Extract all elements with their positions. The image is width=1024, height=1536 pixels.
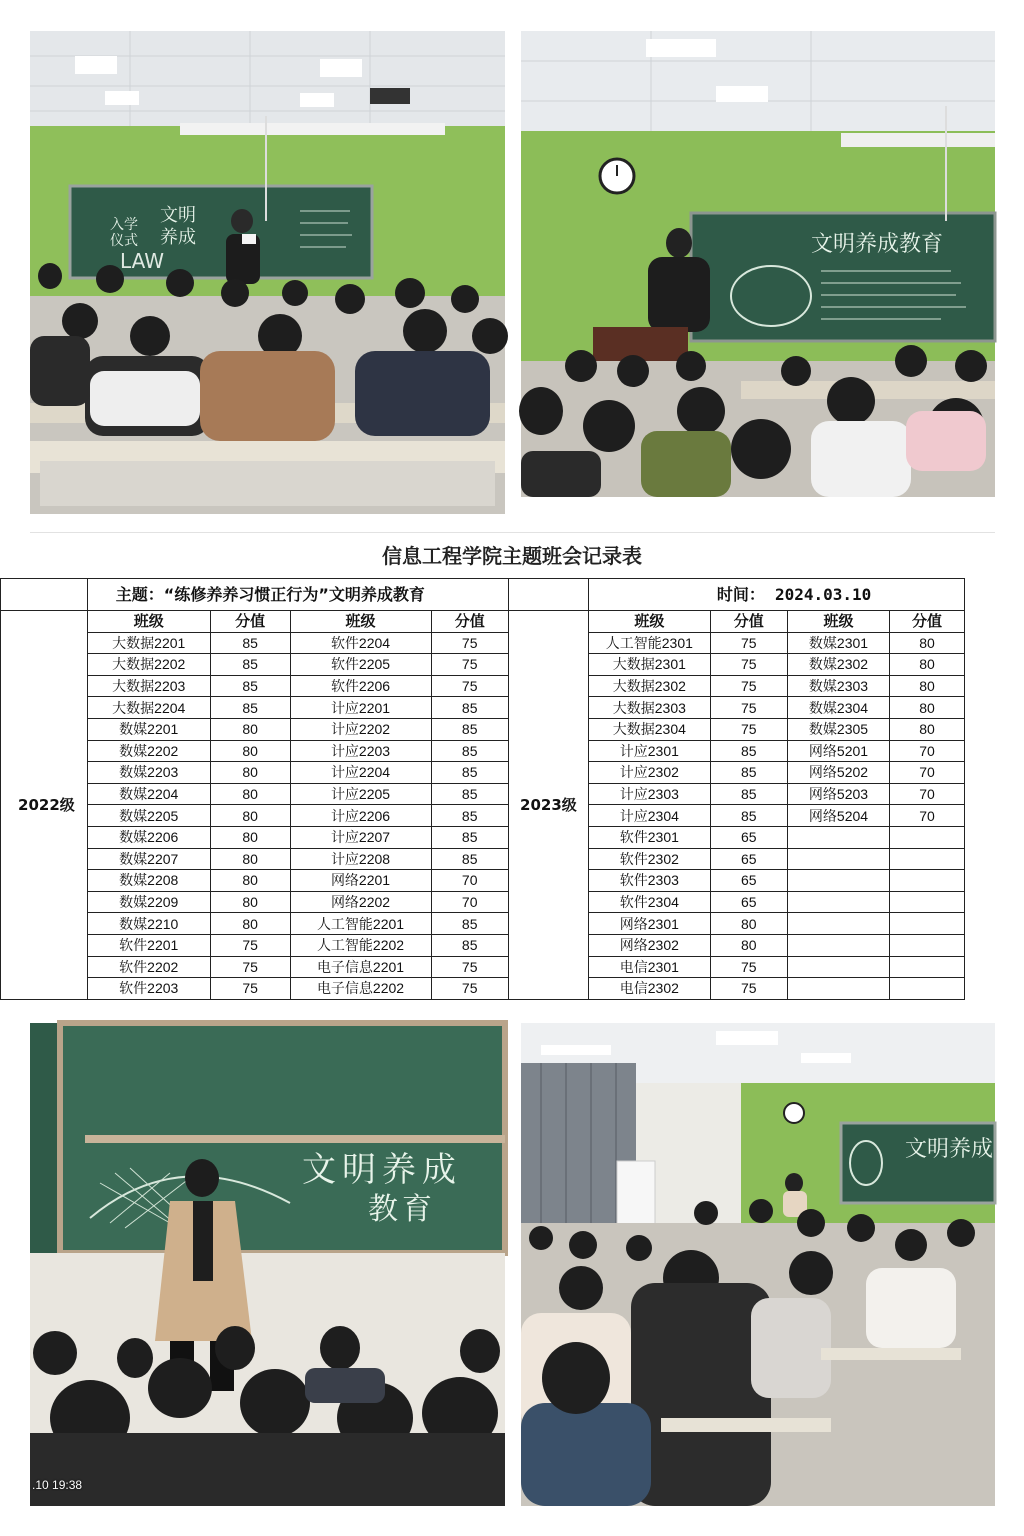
class-name-2022: 数媒2202 [87,740,210,762]
score-2023: 75 [710,675,787,697]
score-2022: 80 [210,718,290,740]
class-name-2022: 大数据2202 [87,654,210,676]
score-2023: 85 [710,805,787,827]
class-name-2022: 计应2204 [290,762,431,784]
column-header: 班级 [787,611,889,633]
svg-text:文明养成教育: 文明养成教育 [811,232,944,257]
table-row [1,783,965,805]
score-2022: 80 [210,740,290,762]
class-name-2022: 软件2204 [290,632,431,654]
score-2023: 75 [710,718,787,740]
table-row [1,913,965,935]
score-2023: 80 [890,718,965,740]
score-2022: 85 [431,697,508,719]
score-2022: 85 [431,826,508,848]
column-header: 分值 [210,611,290,633]
time-value: 2024.03.10 [774,584,872,604]
class-name-2023: 网络5204 [787,805,889,827]
class-name-2022: 数媒2210 [87,913,210,935]
table-row [1,740,965,762]
score-2023: 70 [890,783,965,805]
svg-text:养成: 养成 [160,227,196,248]
class-name-2023: 计应2303 [588,783,710,805]
score-2023: 80 [890,632,965,654]
class-name-2022: 软件2205 [290,654,431,676]
score-2023: 85 [710,783,787,805]
score-2023: 75 [710,632,787,654]
class-name-2023: 软件2302 [588,848,710,870]
score-2022: 75 [431,675,508,697]
class-name-2022: 计应2202 [290,718,431,740]
table-row [1,718,965,740]
score-2022: 75 [210,956,290,978]
score-2022: 75 [431,978,508,1000]
class-name-2022: 大数据2204 [87,697,210,719]
class-name-2023: 计应2304 [588,805,710,827]
class-name-2023: 网络5202 [787,762,889,784]
score-2022: 80 [210,870,290,892]
class-name-2023 [787,870,889,892]
svg-text:文明: 文明 [160,205,196,226]
classroom-photo-bottom-left [30,1023,505,1506]
score-2023 [890,826,965,848]
column-header: 班级 [588,611,710,633]
classroom-photo-top-left [30,31,505,514]
class-name-2022: 计应2208 [290,848,431,870]
score-2022: 80 [210,805,290,827]
class-name-2022: 数媒2203 [87,762,210,784]
score-2022: 85 [431,934,508,956]
class-name-2022: 数媒2209 [87,891,210,913]
score-2023: 85 [710,762,787,784]
class-name-2023 [787,913,889,935]
score-2023 [890,978,965,1000]
class-name-2023: 网络2302 [588,934,710,956]
class-name-2023: 电信2302 [588,978,710,1000]
column-header: 分值 [890,611,965,633]
class-name-2023: 大数据2301 [588,654,710,676]
score-2022: 80 [210,783,290,805]
score-2023: 75 [710,956,787,978]
score-2022: 80 [210,891,290,913]
class-name-2022: 数媒2201 [87,718,210,740]
table-row [1,870,965,892]
score-2023: 65 [710,848,787,870]
score-2022: 75 [431,632,508,654]
class-name-2022: 人工智能2201 [290,913,431,935]
class-name-2023 [787,956,889,978]
header-spacer-mid [508,579,588,611]
class-name-2023: 网络5203 [787,783,889,805]
record-table [0,578,965,1000]
class-name-2022: 软件2206 [290,675,431,697]
score-2023: 80 [890,675,965,697]
header-spacer-left [1,579,88,611]
score-2022: 85 [431,718,508,740]
class-name-2022: 数媒2204 [87,783,210,805]
class-name-2023: 数媒2305 [787,718,889,740]
score-2022: 70 [431,870,508,892]
column-header-row [1,611,965,633]
table-row [1,675,965,697]
class-name-2023 [787,848,889,870]
table-row [1,826,965,848]
score-2022: 85 [210,675,290,697]
score-2023: 75 [710,978,787,1000]
score-2022: 85 [431,848,508,870]
record-table-container [18,578,995,1005]
class-name-2023: 大数据2303 [588,697,710,719]
score-2022: 85 [431,762,508,784]
class-name-2023: 计应2301 [588,740,710,762]
class-name-2023: 网络2301 [588,913,710,935]
score-2023: 75 [710,654,787,676]
column-header: 分值 [431,611,508,633]
column-header: 分值 [710,611,787,633]
class-name-2023 [787,826,889,848]
class-name-2023 [787,934,889,956]
score-2022: 85 [210,632,290,654]
class-name-2022: 软件2202 [87,956,210,978]
document-divider [30,532,995,533]
score-2023: 70 [890,805,965,827]
table-row [1,956,965,978]
score-2022: 75 [431,654,508,676]
table-row [1,654,965,676]
table-row [1,805,965,827]
table-header-row [1,579,965,611]
grade-2022-cell: 2022级 [1,611,88,1000]
class-name-2022: 计应2206 [290,805,431,827]
score-2023: 80 [710,934,787,956]
class-name-2023: 网络5201 [787,740,889,762]
class-name-2022: 大数据2203 [87,675,210,697]
time-cell [588,579,964,611]
class-name-2022: 网络2202 [290,891,431,913]
column-header: 班级 [290,611,431,633]
class-name-2022: 数媒2208 [87,870,210,892]
score-2022: 70 [431,891,508,913]
class-name-2023: 软件2301 [588,826,710,848]
score-2022: 75 [210,978,290,1000]
score-2022: 75 [431,956,508,978]
score-2023: 70 [890,740,965,762]
score-2022: 85 [431,740,508,762]
class-name-2022: 计应2205 [290,783,431,805]
score-2023 [890,891,965,913]
class-name-2023: 软件2303 [588,870,710,892]
class-name-2022: 大数据2201 [87,632,210,654]
score-2022: 80 [210,762,290,784]
score-2023: 65 [710,891,787,913]
class-name-2023: 大数据2302 [588,675,710,697]
class-name-2022: 网络2201 [290,870,431,892]
class-name-2022: 计应2207 [290,826,431,848]
column-header: 班级 [87,611,210,633]
class-name-2022: 软件2201 [87,934,210,956]
score-2022: 85 [431,783,508,805]
score-2023: 80 [890,697,965,719]
classroom-photo-bottom-right [521,1023,995,1506]
table-row [1,762,965,784]
time-label: 时间： [716,584,765,604]
table-row [1,978,965,1000]
class-name-2023 [787,978,889,1000]
score-2023: 65 [710,826,787,848]
class-name-2023: 大数据2304 [588,718,710,740]
class-name-2022: 数媒2205 [87,805,210,827]
table-row [1,891,965,913]
svg-text:LAW: LAW [120,249,164,273]
class-name-2023: 数媒2302 [787,654,889,676]
class-name-2022: 计应2201 [290,697,431,719]
score-2022: 80 [210,848,290,870]
class-name-2022: 软件2203 [87,978,210,1000]
score-2022: 85 [431,805,508,827]
class-name-2022: 计应2203 [290,740,431,762]
class-name-2022: 电子信息2201 [290,956,431,978]
score-2022: 85 [210,654,290,676]
score-2023: 80 [710,913,787,935]
score-2023 [890,848,965,870]
table-row [1,697,965,719]
class-name-2022: 人工智能2202 [290,934,431,956]
score-2023: 65 [710,870,787,892]
class-name-2023: 计应2302 [588,762,710,784]
class-name-2022: 数媒2207 [87,848,210,870]
class-name-2023 [787,891,889,913]
class-name-2023: 数媒2301 [787,632,889,654]
photo-timestamp: .10 19:38 [32,1478,83,1492]
class-name-2023: 数媒2303 [787,675,889,697]
score-2023 [890,956,965,978]
score-2022: 75 [210,934,290,956]
score-2023 [890,934,965,956]
score-2023: 75 [710,697,787,719]
class-name-2023: 数媒2304 [787,697,889,719]
score-2023 [890,913,965,935]
class-name-2023: 人工智能2301 [588,632,710,654]
document-title: 信息工程学院主题班会记录表 [382,544,642,568]
score-2022: 80 [210,826,290,848]
table-row [1,848,965,870]
score-2023: 70 [890,762,965,784]
class-name-2023: 电信2301 [588,956,710,978]
svg-text:文明养成: 文明养成 [302,1150,462,1190]
score-2023: 80 [890,654,965,676]
svg-text:文明养成: 文明养成 [905,1137,994,1162]
class-name-2022: 数媒2206 [87,826,210,848]
svg-text:教育: 教育 [368,1192,436,1227]
grade-2023-cell: 2023级 [508,611,588,1000]
classroom-photo-top-right [521,31,995,497]
score-2023 [890,870,965,892]
table-row [1,632,965,654]
theme-cell: 主题：“练修养养习惯正行为”文明养成教育 [87,579,508,611]
class-name-2022: 电子信息2202 [290,978,431,1000]
class-name-2023: 软件2304 [588,891,710,913]
score-2022: 80 [210,913,290,935]
table-row [1,934,965,956]
svg-text:仪式: 仪式 [110,233,138,249]
svg-text:入学: 入学 [110,217,138,233]
score-2022: 85 [210,697,290,719]
score-2023: 85 [710,740,787,762]
score-2022: 85 [431,913,508,935]
